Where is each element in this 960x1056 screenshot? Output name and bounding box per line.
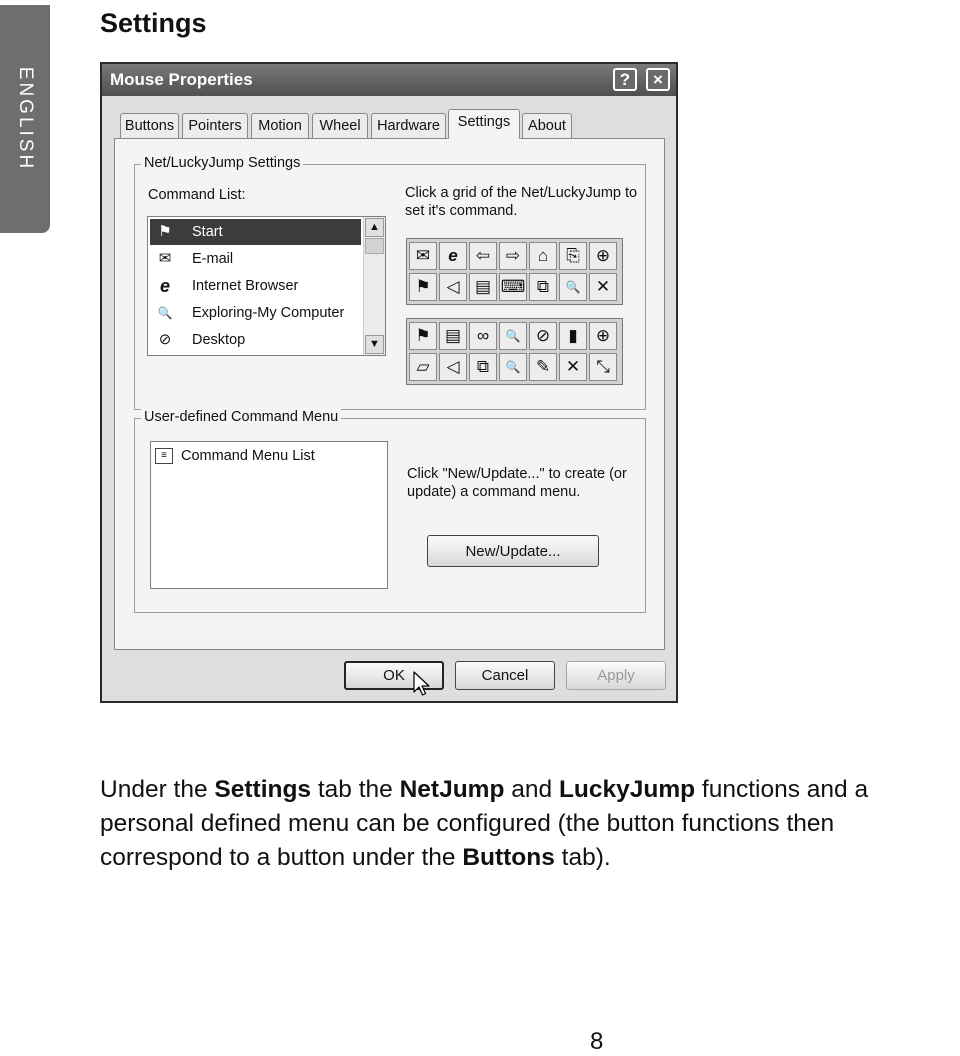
notepad-icon[interactable]: ✎ [529,353,557,381]
ok-button[interactable]: OK [344,661,444,690]
dialog-title: Mouse Properties [110,70,253,89]
language-side-tab [0,5,50,233]
user-command-menu-group [134,409,646,613]
start-icon: ⚑ [158,223,172,240]
tab-motion[interactable]: Motion [251,113,309,138]
netjump-group-label: Net/LuckyJump Settings [141,155,303,171]
mouse-properties-dialog [100,62,678,703]
scroll-up-icon[interactable]: ▲ [365,218,384,237]
window-switch-icon[interactable]: ⧉ [469,353,497,381]
close-icon[interactable]: ✕ [559,353,587,381]
page-number: 8 [590,1028,604,1055]
command-list-scrollbar[interactable] [363,217,385,355]
page-title: Settings [100,8,207,38]
email-icon: ✉ [158,250,172,267]
close-icon[interactable]: ✕ [589,273,617,301]
command-item-email[interactable]: ✉ E-mail [150,246,361,272]
command-item-internet-browser[interactable]: e Internet Browser [150,273,361,299]
tab-settings[interactable]: Settings [448,109,520,139]
link-icon[interactable]: ∞ [469,322,497,350]
window-icon[interactable]: ▤ [439,322,467,350]
target-icon[interactable]: ⊕ [589,322,617,350]
tab-buttons[interactable]: Buttons [120,113,179,138]
mouse-cursor-icon [413,671,431,699]
user-menu-instruction: Click "New/Update..." to create (or update) a command menu. [407,466,627,500]
tab-wheel[interactable]: Wheel [312,113,368,138]
netjump-settings-group [134,155,646,410]
language-label: ENGLISH [15,66,36,172]
apply-button: Apply [566,661,666,690]
search-icon[interactable]: 🔍 [499,322,527,350]
menu-list-icon: ≡ [155,448,173,464]
dialog-titlebar [102,64,676,96]
command-menu-list-item[interactable]: ≡ Command Menu List [155,445,380,467]
keyboard-icon[interactable]: ⌨ [499,273,527,301]
help-button[interactable]: ? [613,68,637,91]
new-update-button[interactable]: New/Update... [427,535,599,567]
command-menu-listbox[interactable] [150,441,388,589]
command-list-label: Command List: [148,187,246,203]
scroll-icon[interactable]: ▮ [559,322,587,350]
command-item-start[interactable]: ⚑ Start [150,219,361,245]
volume-icon[interactable]: ◁ [439,273,467,301]
scroll-down-icon[interactable]: ▼ [365,335,384,354]
home-icon[interactable]: ⌂ [529,242,557,270]
copy-icon[interactable]: ⎘ [559,242,587,270]
tab-about[interactable]: About [522,113,572,138]
internet-explorer-icon: e [159,276,170,296]
netjump-instruction: Click a grid of the Net/LuckyJump to set it's command. [405,185,638,219]
target-icon[interactable]: ⊕ [589,242,617,270]
volume-icon[interactable]: ◁ [439,353,467,381]
internet-explorer-icon[interactable]: e [439,242,467,270]
desktop-icon[interactable]: ⊘ [529,322,557,350]
tab-pointers[interactable]: Pointers [182,113,248,138]
window-switch-icon[interactable]: ⧉ [529,273,557,301]
command-item-exploring-my-computer[interactable]: 🔍 Exploring-My Computer [157,305,345,321]
back-arrow-icon[interactable]: ⇦ [469,242,497,270]
close-button[interactable]: × [646,68,670,91]
resize-arrow-icon[interactable]: ⤡ [589,353,617,381]
command-item-desktop[interactable]: ⊘ Desktop [150,327,361,353]
forward-arrow-icon[interactable]: ⇨ [499,242,527,270]
desktop-icon: ⊘ [158,331,172,348]
settings-tab-panel [114,138,665,650]
cancel-button[interactable]: Cancel [455,661,555,690]
tab-hardware[interactable]: Hardware [371,113,446,138]
folder-icon[interactable]: ▱ [409,353,437,381]
description-paragraph: Under the Settings tab the NetJump and LuckyJump functions and a personal defined menu can be configured (the button functions then correspond to a button under the Buttons tab). [100,776,869,871]
scroll-thumb[interactable] [365,238,384,254]
email-icon[interactable]: ✉ [409,242,437,270]
start-icon[interactable]: ⚑ [409,273,437,301]
netjump-button-grid [406,238,623,305]
user-menu-group-label: User-defined Command Menu [141,409,341,425]
start-icon[interactable]: ⚑ [409,322,437,350]
search-icon[interactable]: 🔍 [559,273,587,301]
window-icon[interactable]: ▤ [469,273,497,301]
luckyjump-button-grid [406,318,623,385]
search-icon[interactable]: 🔍 [499,353,527,381]
command-listbox[interactable] [147,216,386,356]
explorer-icon: 🔍 [157,306,173,320]
